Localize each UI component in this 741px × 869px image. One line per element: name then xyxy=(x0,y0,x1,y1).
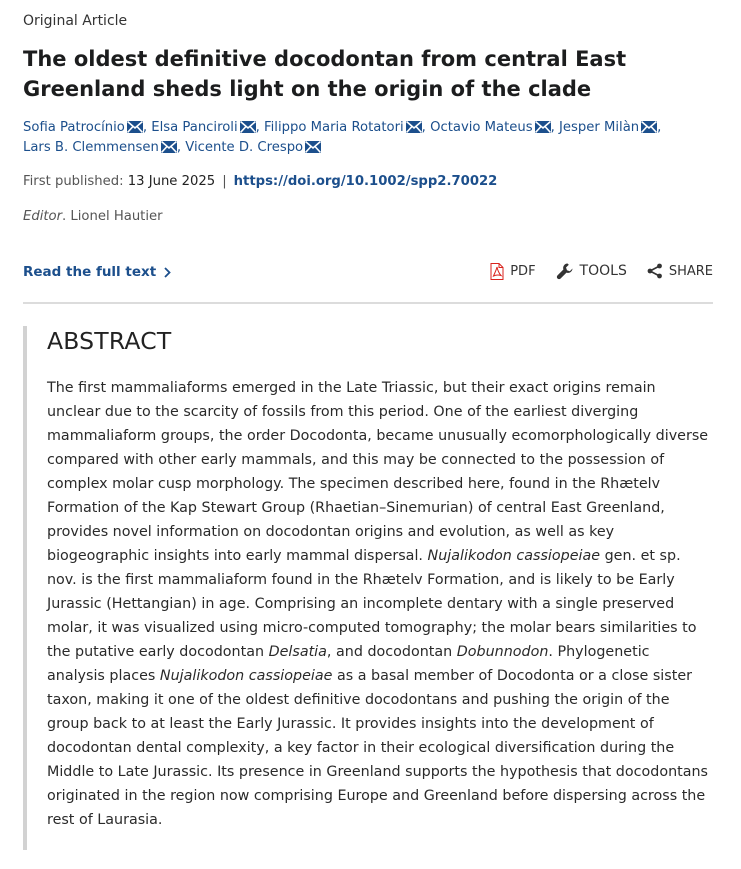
author-entry: Elsa Panciroli , xyxy=(151,120,265,135)
abstract-text xyxy=(47,376,711,832)
author-link[interactable]: Filippo Maria Rotatori xyxy=(264,120,404,135)
pdf-button[interactable] xyxy=(490,263,535,280)
wrench-icon xyxy=(556,262,574,280)
chevron-right-icon xyxy=(164,267,171,278)
editor-label: Editor xyxy=(23,209,63,224)
first-published-label: First published: xyxy=(23,174,124,189)
editor-name: . Lionel Hautier xyxy=(62,209,163,224)
author-link[interactable]: Elsa Panciroli xyxy=(151,120,238,135)
mail-icon[interactable] xyxy=(641,121,657,133)
mail-icon[interactable] xyxy=(535,121,551,133)
author-entry xyxy=(185,140,321,155)
genus-name: Delsatia xyxy=(268,644,327,660)
share-button[interactable] xyxy=(647,263,713,279)
author-entry: Filippo Maria Rotatori , xyxy=(264,120,431,135)
mail-icon[interactable] xyxy=(305,141,321,153)
doi-link[interactable]: https://doi.org/10.1002/spp2.70022 xyxy=(233,174,498,189)
separator: | xyxy=(222,174,227,189)
mail-icon[interactable] xyxy=(127,121,143,133)
author-link[interactable]: Octavio Mateus xyxy=(430,120,533,135)
editor-line xyxy=(23,209,163,224)
author-link[interactable]: Sofia Patrocínio xyxy=(23,120,125,135)
species-name: Nujalikodon cassiopeiae xyxy=(427,548,601,564)
share-icon xyxy=(647,263,663,279)
article-title: The oldest definitive docodontan from central East Greenland sheds light on the origin of the clade xyxy=(23,47,627,101)
author-link[interactable]: Jesper Milàn xyxy=(559,120,640,135)
share-label: SHARE xyxy=(668,263,713,279)
author-entry: Octavio Mateus , xyxy=(430,120,560,135)
article-toolbar xyxy=(470,262,713,280)
species-name: Nujalikodon cassiopeiae xyxy=(159,668,333,684)
mail-icon[interactable] xyxy=(161,141,177,153)
author-entry: Lars B. Clemmensen , xyxy=(23,140,186,155)
publication-date: 13 June 2025 xyxy=(127,174,216,189)
publication-info xyxy=(23,174,497,189)
read-full-text-label: Read the full text xyxy=(23,264,157,280)
author-link[interactable]: Lars B. Clemmensen xyxy=(23,140,159,155)
mail-icon[interactable] xyxy=(406,121,422,133)
mail-icon[interactable] xyxy=(240,121,256,133)
author-entry: Sofia Patrocínio , xyxy=(23,120,152,135)
genus-name: Dobunnodon xyxy=(456,644,549,660)
tools-button[interactable] xyxy=(556,262,627,280)
abstract-section xyxy=(23,326,717,850)
abstract-text-part: as a basal member of Docodonta or a close sister taxon, making it one of the oldest definitive docodontans and pushing the origin of the group back to at least the Early Jurassic. It provides insights into the development of docodontan dental complexity, a key factor in their ecological diversification during the Middle to Late Jurassic. Its presence in Greenland supports the hypothesis that docodontans originated in the region now comprising Europe and Greenland before dispersing across the rest of Laurasia. xyxy=(47,668,709,828)
article-type: Original Article xyxy=(23,13,128,29)
divider xyxy=(23,302,713,304)
pdf-icon xyxy=(490,263,504,280)
abstract-text-part: , and docodontan xyxy=(326,644,457,660)
abstract-text-part: gen. et sp. nov. is the first mammaliaform found in the Rhætelv Formation, and is likely to be Early Jurassic (Hettangian) in age. Comprising an incomplete dentary with a single preserved molar, it was visualized using micro-computed tomography; the molar bears similarities to the putative early docodontan xyxy=(47,548,697,660)
abstract-heading: ABSTRACT xyxy=(47,327,172,355)
abstract-text-part: The first mammaliaforms emerged in the Late Triassic, but their exact origins remain unclear due to the scarcity of fossils from this period. One of the earliest diverging mammaliaform groups, the order Docodonta, became unusually ecomorphologically diverse compared with other early mammals, and this may be connected to the possession of complex molar cusp morphology. The specimen described here, found in the Rhætelv Formation of the Kap Stewart Group (Rhaetian–Sinemurian) of central East Greenland, provides novel information on docodontan origins and evolution, as well as key biogeographic insights into early mammal dispersal. xyxy=(47,380,709,564)
read-full-text-link[interactable] xyxy=(23,264,171,280)
author-entry: Jesper Milàn , xyxy=(559,120,662,135)
abstract-text-part: . Phylogenetic analysis places xyxy=(47,644,650,684)
author-list xyxy=(23,118,723,158)
tools-label: TOOLS xyxy=(579,263,627,279)
author-link[interactable]: Vicente D. Crespo xyxy=(185,140,304,155)
pdf-label: PDF xyxy=(510,263,536,279)
